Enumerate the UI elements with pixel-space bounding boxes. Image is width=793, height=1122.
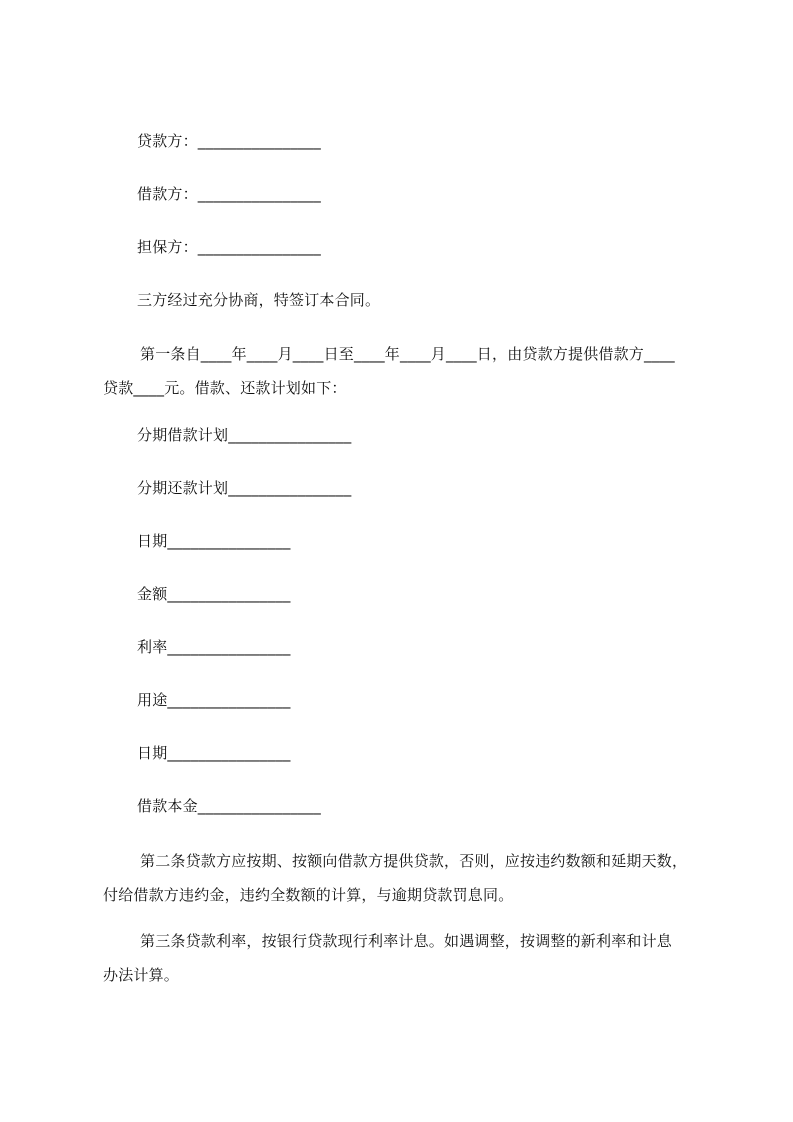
article-3-line-1: 第三条贷款利率，按银行贷款现行利率计息。如遇调整，按调整的新利率和计息 — [140, 932, 673, 950]
borrower-line: 借款方：________________ — [137, 185, 322, 203]
article-1-line-1: 第一条自____年____月____日至____年____月____日，由贷款方提供借款方____ — [140, 345, 675, 363]
agreement-statement: 三方经过充分协商，特签订本合同。 — [137, 291, 381, 309]
article-2-line-2: 付给借款方违约金，违约全数额的计算，与逾期贷款罚息同。 — [103, 886, 514, 904]
principal-field: 借款本金________________ — [137, 797, 322, 815]
lender-line: 贷款方：________________ — [137, 132, 322, 150]
article-2 — [103, 851, 717, 905]
article-1-line-2: 贷款____元。借款、还款计划如下： — [103, 379, 347, 397]
article-2-line-1: 第二条贷款方应按期、按额向借款方提供贷款，否则，应按违约数额和延期天数， — [140, 852, 688, 870]
purpose-field: 用途________________ — [137, 691, 291, 709]
article-3-line-2: 办法计算。 — [103, 966, 180, 984]
article-3 — [103, 931, 717, 985]
installment-borrowing-plan: 分期借款计划________________ — [137, 426, 352, 444]
interest-rate-field: 利率________________ — [137, 638, 291, 656]
guarantor-line: 担保方：________________ — [137, 238, 322, 256]
installment-repayment-plan: 分期还款计划________________ — [137, 479, 352, 497]
amount-field: 金额________________ — [137, 585, 291, 603]
date-field-1: 日期________________ — [137, 532, 291, 550]
article-1 — [103, 344, 717, 398]
date-field-2: 日期________________ — [137, 744, 291, 762]
